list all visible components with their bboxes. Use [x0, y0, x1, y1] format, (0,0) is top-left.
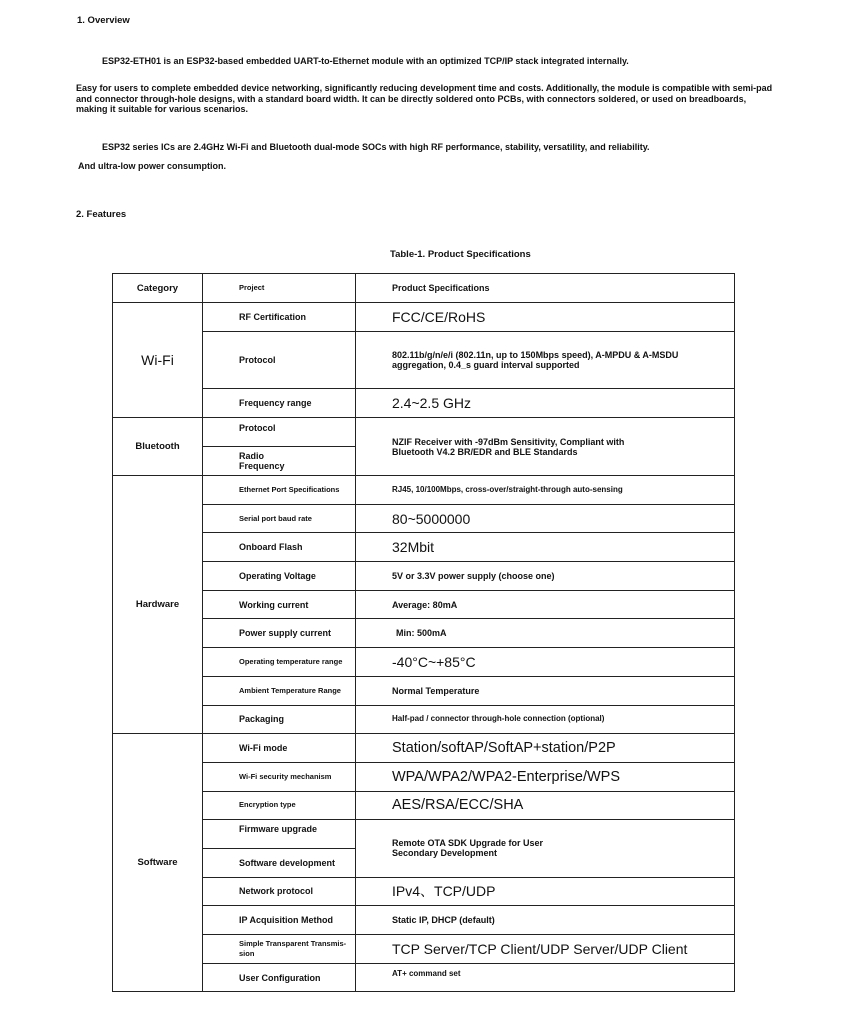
table-row	[113, 676, 735, 705]
value-baud-rate: 80~5000000	[356, 504, 735, 533]
table-row	[113, 619, 735, 648]
item-onboard-flash: Onboard Flash	[203, 533, 356, 562]
header-spec: Product Specifications	[356, 274, 735, 303]
category-bluetooth: Bluetooth	[113, 418, 203, 476]
value-network-protocol: IPv4、TCP/UDP	[356, 877, 735, 906]
item-power-supply-current: Power supply current	[203, 619, 356, 648]
item-frequency-range: Frequency range	[203, 389, 356, 418]
table-row	[113, 303, 735, 332]
item-wifi-mode: Wi-Fi mode	[203, 734, 356, 763]
product-specifications-table	[112, 273, 735, 992]
value-wifi-protocol: 802.11b/g/n/e/i (802.11n, up to 150Mbps speed), A-MPDU & A-MSDU aggregation, 0.4_s guard interval supported	[356, 332, 735, 389]
table-row	[113, 906, 735, 935]
value-working-current: Average: 80mA	[356, 590, 735, 619]
value-ota-upgrade: Remote OTA SDK Upgrade for User Secondary Development	[356, 820, 735, 877]
item-baud-rate: Serial port baud rate	[203, 504, 356, 533]
category-software: Software	[113, 734, 203, 992]
item-packaging: Packaging	[203, 705, 356, 734]
overview-paragraph-4: And ultra-low power consumption.	[78, 161, 226, 171]
value-power-supply-current: Min: 500mA	[356, 619, 735, 648]
value-onboard-flash: 32Mbit	[356, 533, 735, 562]
value-ambient-temperature: Normal Temperature	[356, 676, 735, 705]
value-encryption-type: AES/RSA/ECC/SHA	[356, 791, 735, 820]
item-ip-acquisition: IP Acquisition Method	[203, 906, 356, 935]
item-transparent-transmission: Simple Transparent Transmis-sion	[203, 935, 356, 964]
item-operating-temperature: Operating temperature range	[203, 648, 356, 677]
value-rf-certification: FCC/CE/RoHS	[356, 303, 735, 332]
item-software-development: Software development	[203, 848, 356, 877]
item-encryption-type: Encryption type	[203, 791, 356, 820]
value-packaging: Half-pad / connector through-hole connection (optional)	[356, 705, 735, 734]
table-row	[113, 791, 735, 820]
overview-paragraph-3: ESP32 series ICs are 2.4GHz Wi-Fi and Bluetooth dual-mode SOCs with high RF performance, stability, versatility, and reliability.	[102, 142, 650, 152]
table-header-row	[113, 274, 735, 303]
overview-paragraph-1: ESP32-ETH01 is an ESP32-based embedded UART-to-Ethernet module with an optimized TCP/IP stack integrated internally.	[102, 56, 629, 66]
value-ip-acquisition: Static IP, DHCP (default)	[356, 906, 735, 935]
overview-paragraph-2: Easy for users to complete embedded device networking, significantly reducing development time and costs. Additionally, the module is compatible with semi-pad and connector through-hole designs, with a standard board width. It can be directly soldered onto PCBs, with connectors soldered, or used on breadboards, making it suitable for various scenarios.	[76, 83, 773, 114]
item-wifi-security: Wi-Fi security mechanism	[203, 762, 356, 791]
item-operating-voltage: Operating Voltage	[203, 562, 356, 591]
table-row	[113, 935, 735, 964]
item-radio-frequency: Radio Frequency	[203, 447, 356, 476]
value-transparent-transmission: TCP Server/TCP Client/UDP Server/UDP Client	[356, 935, 735, 964]
value-ethernet-port: RJ45, 10/100Mbps, cross-over/straight-through auto-sensing	[356, 476, 735, 505]
table-row	[113, 389, 735, 418]
table-row	[113, 533, 735, 562]
header-project: Project	[203, 274, 356, 303]
table-row	[113, 590, 735, 619]
overview-heading: 1. Overview	[77, 15, 130, 26]
table-row	[113, 418, 735, 447]
item-wifi-protocol: Protocol	[203, 332, 356, 389]
item-firmware-upgrade: Firmware upgrade	[203, 820, 356, 849]
value-operating-voltage: 5V or 3.3V power supply (choose one)	[356, 562, 735, 591]
item-bt-protocol: Protocol	[203, 418, 356, 447]
category-wifi: Wi-Fi	[113, 303, 203, 418]
item-ethernet-port: Ethernet Port Specifications	[203, 476, 356, 505]
value-bluetooth: NZIF Receiver with -97dBm Sensitivity, Compliant with Bluetooth V4.2 BR/EDR and BLE Standards	[356, 418, 735, 476]
value-user-configuration: AT+ command set	[356, 963, 735, 992]
value-operating-temperature: -40°C~+85°C	[356, 648, 735, 677]
table-row	[113, 877, 735, 906]
item-ambient-temperature: Ambient Temperature Range	[203, 676, 356, 705]
item-network-protocol: Network protocol	[203, 877, 356, 906]
table-row	[113, 504, 735, 533]
value-frequency-range: 2.4~2.5 GHz	[356, 389, 735, 418]
table-row	[113, 332, 735, 389]
features-heading: 2. Features	[76, 209, 127, 220]
table-row	[113, 562, 735, 591]
category-hardware: Hardware	[113, 476, 203, 734]
value-wifi-security: WPA/WPA2/WPA2-Enterprise/WPS	[356, 762, 735, 791]
table-row	[113, 648, 735, 677]
table-row	[113, 963, 735, 992]
item-rf-certification: RF Certification	[203, 303, 356, 332]
header-category: Category	[113, 274, 203, 303]
table-row	[113, 734, 735, 763]
table-caption: Table-1. Product Specifications	[390, 249, 531, 260]
table-row	[113, 476, 735, 505]
table-row	[113, 762, 735, 791]
item-working-current: Working current	[203, 590, 356, 619]
value-wifi-mode: Station/softAP/SoftAP+station/P2P	[356, 734, 735, 763]
table-row	[113, 820, 735, 849]
item-user-configuration: User Configuration	[203, 963, 356, 992]
table-row	[113, 705, 735, 734]
